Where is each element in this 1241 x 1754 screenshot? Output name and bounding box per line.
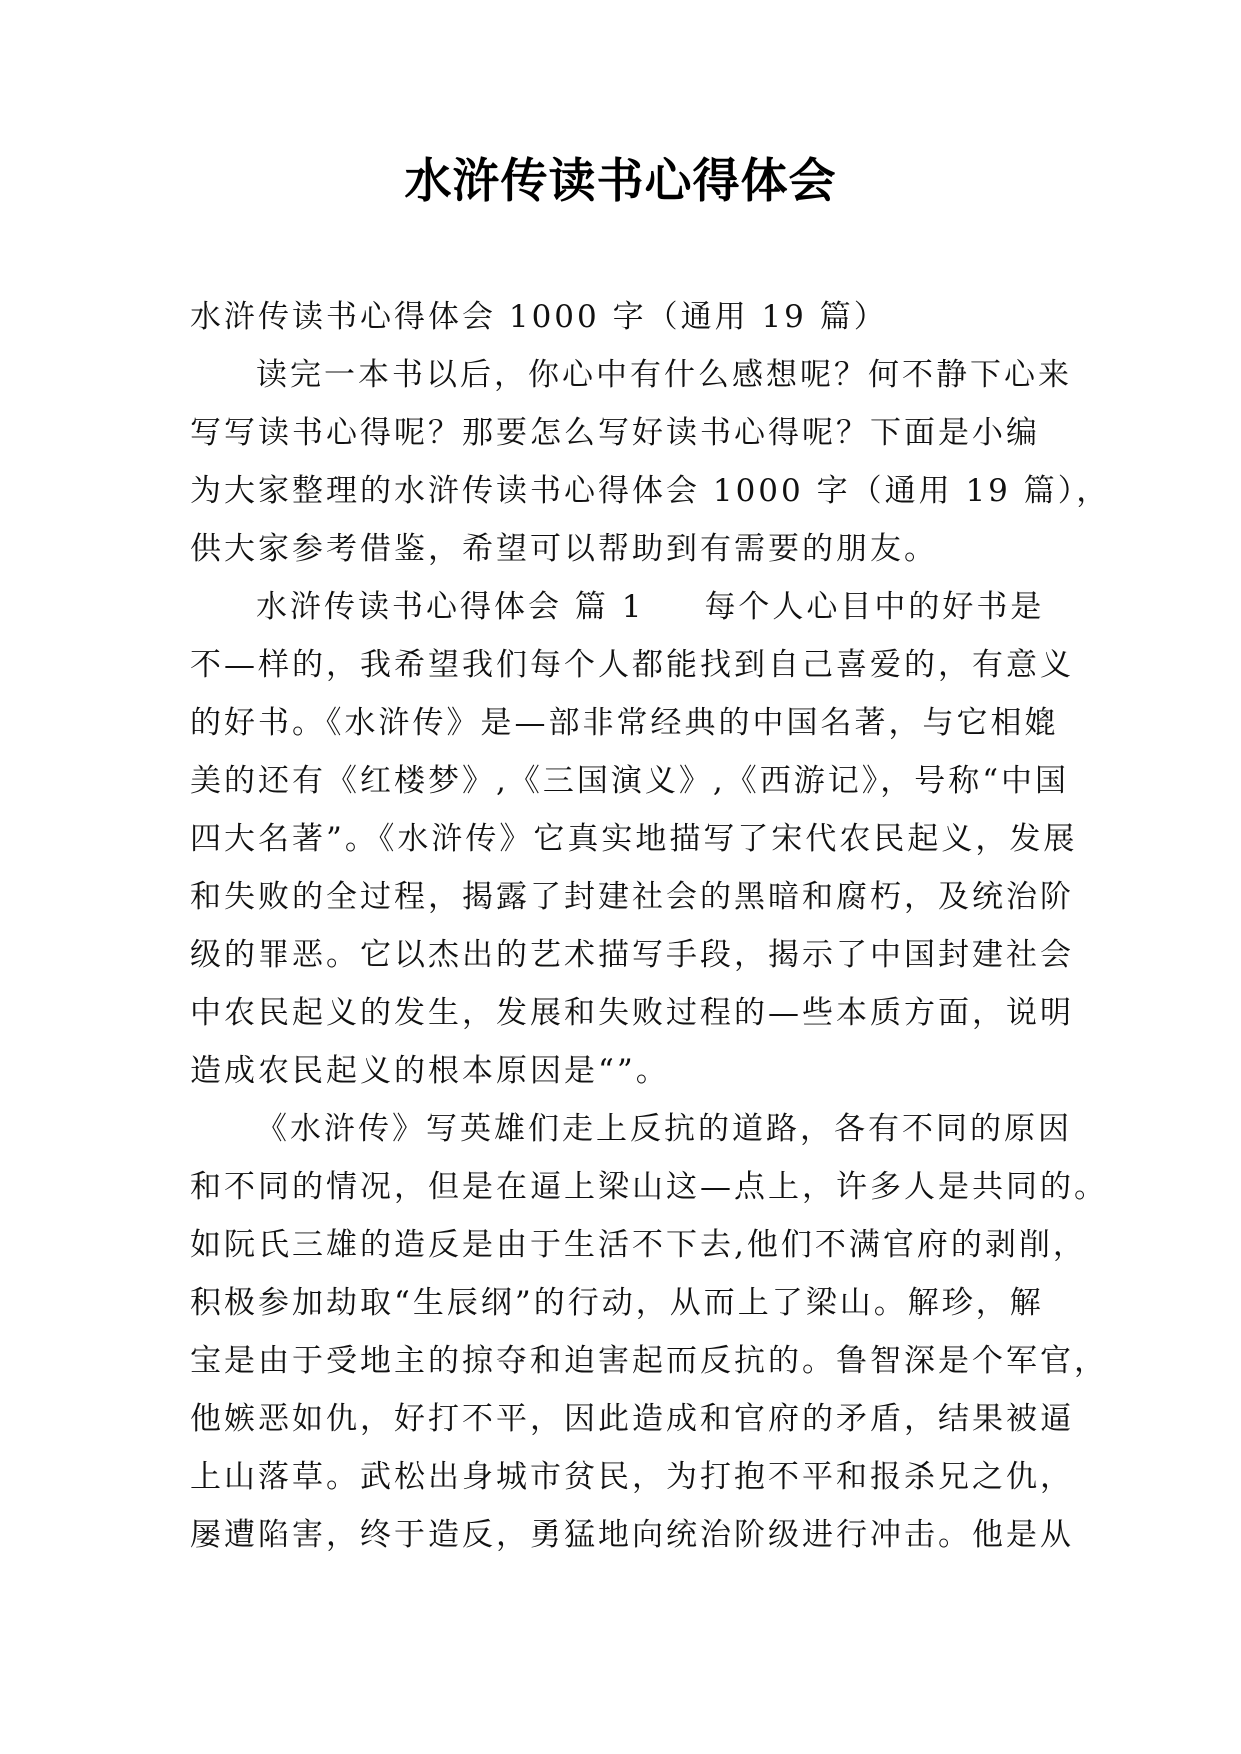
intro-line: 写写读书心得呢？那要怎么写好读书心得呢？下面是小编	[190, 415, 1040, 451]
paragraph-2-line: 他嫉恶如仇，好打不平，因此造成和官府的矛盾，结果被逼	[190, 1401, 1074, 1437]
intro-line: 为大家整理的水浒传读书心得体会 1000 字（通用 19 篇），	[190, 473, 1111, 509]
section-1-line: 和失败的全过程，揭露了封建社会的黑暗和腐朽，及统治阶	[190, 879, 1074, 915]
document-body	[190, 288, 1111, 1564]
section-1-heading: 水浒传读书心得体会 篇 1	[256, 589, 645, 625]
section-1-line: 造成农民起义的根本原因是“”。	[190, 1053, 670, 1089]
intro-line: 读完一本书以后，你心中有什么感想呢？何不静下心来	[256, 357, 1072, 393]
section-1-line: 四大名著”。《水浒传》它真实地描写了宋代农民起义，发展	[190, 821, 1078, 857]
intro-line: 供大家参考借鉴，希望可以帮助到有需要的朋友。	[190, 531, 938, 567]
document-subtitle: 水浒传读书心得体会 1000 字（通用 19 篇）	[190, 299, 888, 335]
paragraph-2-line: 如阮氏三雄的造反是由于生活不下去,他们不满官府的剥削，	[190, 1227, 1087, 1263]
paragraph-2-line: 屡遭陷害，终于造反，勇猛地向统治阶级进行冲击。他是从	[190, 1517, 1074, 1553]
section-1-line: 美的还有《红楼梦》,《三国演义》,《西游记》，号称“中国	[190, 763, 1070, 799]
section-1-line: 的好书。《水浒传》是—部非常经典的中国名著，与它相媲	[190, 705, 1059, 741]
paragraph-2-line: 《水浒传》写英雄们走上反抗的道路，各有不同的原因	[256, 1111, 1072, 1147]
paragraph-2-line: 宝是由于受地主的掠夺和迫害起而反抗的。鲁智深是个军官，	[190, 1343, 1108, 1379]
paragraph-2-line: 积极参加劫取“生辰纲”的行动，从而上了梁山。解珍，解	[190, 1285, 1044, 1321]
section-1-first-line	[190, 578, 1060, 636]
section-1-line: 级的罪恶。它以杰出的艺术描写手段，揭示了中国封建社会	[190, 937, 1074, 973]
section-1-line: 不—样的，我希望我们每个人都能找到自己喜爱的，有意义	[190, 647, 1074, 683]
section-1-first-line-text: 每个人心目中的好书是	[704, 589, 1045, 625]
paragraph-2-line: 和不同的情况，但是在逼上梁山这—点上，许多人是共同的。	[190, 1169, 1108, 1205]
document-title: 水浒传读书心得体会	[404, 154, 837, 209]
paragraph-2-line: 上山落草。武松出身城市贫民，为打抱不平和报杀兄之仇，	[190, 1459, 1074, 1495]
section-1-line: 中农民起义的发生，发展和失败过程的—些本质方面，说明	[190, 995, 1074, 1031]
